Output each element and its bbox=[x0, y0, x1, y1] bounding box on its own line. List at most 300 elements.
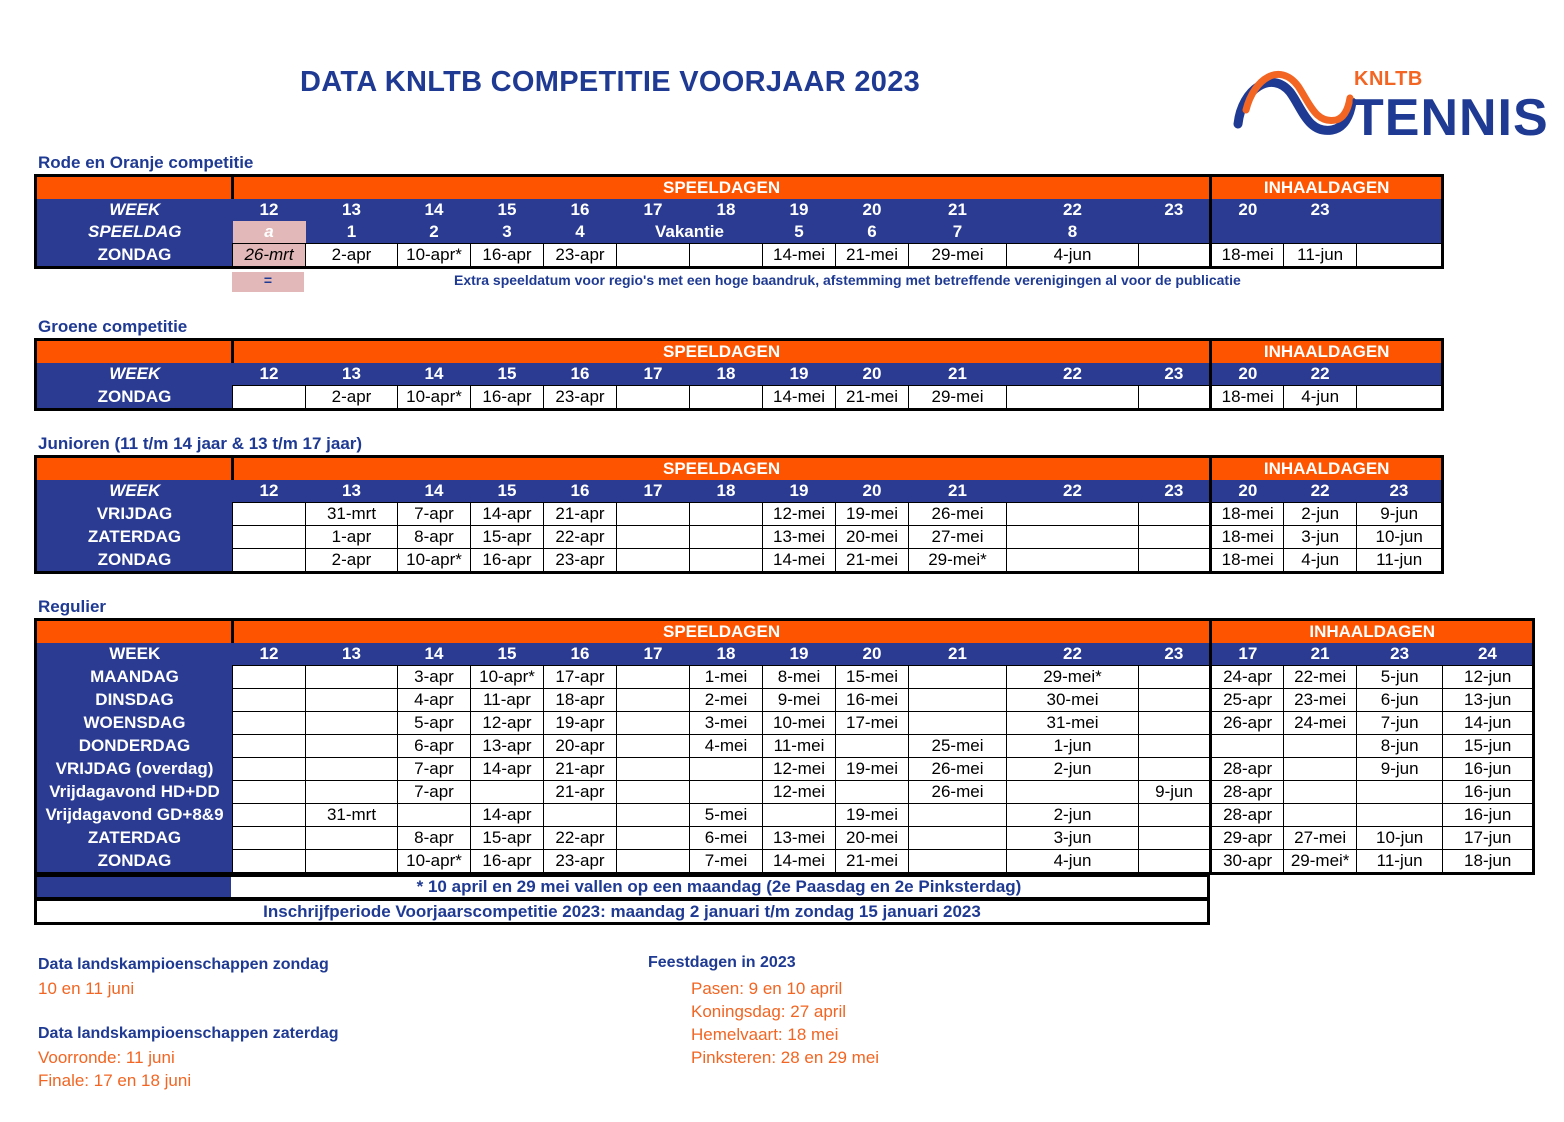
header-speeldagen: SPEELDAGEN bbox=[233, 457, 1211, 481]
date-cell: 9-jun bbox=[1139, 781, 1211, 804]
inh-date-cell: 29-apr bbox=[1211, 827, 1284, 850]
date-cell: 15-apr bbox=[471, 827, 544, 850]
date-cell: 21-apr bbox=[544, 758, 617, 781]
date-cell: 26-mrt bbox=[233, 244, 306, 268]
week-cell: 13 bbox=[306, 199, 398, 221]
date-cell: 21-mei bbox=[836, 386, 909, 410]
date-cell bbox=[909, 850, 1007, 874]
date-cell bbox=[1139, 712, 1211, 735]
date-cell: 6-apr bbox=[398, 735, 471, 758]
inh-date-cell: 15-jun bbox=[1443, 735, 1534, 758]
date-cell: 10-apr* bbox=[398, 549, 471, 573]
date-cell: 15-apr bbox=[471, 526, 544, 549]
date-cell: 23-apr bbox=[544, 850, 617, 874]
date-cell bbox=[233, 735, 306, 758]
inh-date-cell: 18-mei bbox=[1211, 244, 1284, 268]
week-label: WEEK bbox=[36, 199, 233, 221]
date-cell: 10-apr* bbox=[471, 666, 544, 689]
table-row bbox=[36, 735, 1534, 758]
date-cell: 12-mei bbox=[763, 503, 836, 526]
date-cell: 21-mei bbox=[836, 244, 909, 268]
legend-text: Extra speeldatum voor regio's met een hoge baandruk, afstemming met betreffende verenigingen al voor de publicatie bbox=[454, 272, 1241, 288]
date-cell bbox=[617, 804, 690, 827]
inh-date-cell: 18-mei bbox=[1211, 549, 1284, 573]
date-cell: 9-mei bbox=[763, 689, 836, 712]
date-cell: 3-mei bbox=[690, 712, 763, 735]
week-cell: 22 bbox=[1007, 199, 1139, 221]
inh-week-cell: 21 bbox=[1284, 643, 1357, 666]
date-cell: 2-apr bbox=[306, 244, 398, 268]
feestdag-item: Koningsdag: 27 april bbox=[691, 1002, 847, 1021]
week-cell: 15 bbox=[471, 363, 544, 386]
week-cell: 23 bbox=[1139, 199, 1211, 221]
date-cell bbox=[306, 781, 398, 804]
date-cell: 4-jun bbox=[1007, 850, 1139, 874]
inh-week-cell: 23 bbox=[1357, 480, 1443, 503]
inh-date-cell: 4-jun bbox=[1284, 386, 1357, 410]
week-cell: 17 bbox=[617, 643, 690, 666]
date-cell bbox=[1007, 549, 1139, 573]
speeldag-cell: 8 bbox=[1007, 221, 1139, 244]
speeldag-cell: 1 bbox=[306, 221, 398, 244]
date-cell: 8-apr bbox=[398, 526, 471, 549]
date-cell: 2-apr bbox=[306, 549, 398, 573]
week-cell: 17 bbox=[617, 363, 690, 386]
inh-speeldag-cell bbox=[1284, 221, 1357, 244]
page-title: DATA KNLTB COMPETITIE VOORJAAR 2023 bbox=[300, 66, 921, 98]
date-cell: 16-apr bbox=[471, 549, 544, 573]
date-cell: 19-mei bbox=[836, 804, 909, 827]
date-cell: 29-mei* bbox=[1007, 666, 1139, 689]
table-row bbox=[36, 526, 1443, 549]
date-cell bbox=[1139, 804, 1211, 827]
date-cell bbox=[617, 689, 690, 712]
date-cell: 14-mei bbox=[763, 386, 836, 410]
date-cell: 17-mei bbox=[836, 712, 909, 735]
inh-week-cell: 20 bbox=[1211, 480, 1284, 503]
date-cell: 22-apr bbox=[544, 526, 617, 549]
inh-week-cell: 17 bbox=[1211, 643, 1284, 666]
week-cell: 23 bbox=[1139, 480, 1211, 503]
feestdag-item: Hemelvaart: 18 mei bbox=[691, 1025, 839, 1044]
date-cell: 31-mei bbox=[1007, 712, 1139, 735]
date-cell bbox=[1139, 850, 1211, 874]
inh-date-cell bbox=[1357, 386, 1443, 410]
week-cell: 22 bbox=[1007, 643, 1139, 666]
date-cell: 2-jun bbox=[1007, 804, 1139, 827]
date-cell bbox=[690, 244, 763, 268]
inh-date-cell: 5-jun bbox=[1357, 666, 1443, 689]
date-cell bbox=[398, 804, 471, 827]
inh-date-cell: 24-mei bbox=[1284, 712, 1357, 735]
week-cell: 13 bbox=[306, 363, 398, 386]
table-row bbox=[36, 689, 1534, 712]
inh-date-cell: 18-mei bbox=[1211, 503, 1284, 526]
date-cell: 7-apr bbox=[398, 758, 471, 781]
date-cell: 26-mei bbox=[909, 781, 1007, 804]
inh-date-cell: 18-mei bbox=[1211, 386, 1284, 410]
inh-date-cell: 25-apr bbox=[1211, 689, 1284, 712]
inh-date-cell: 16-jun bbox=[1443, 804, 1534, 827]
date-cell: 21-apr bbox=[544, 781, 617, 804]
date-cell bbox=[617, 666, 690, 689]
date-cell: 23-apr bbox=[544, 549, 617, 573]
section-title-rode: Rode en Oranje competitie bbox=[38, 153, 254, 172]
date-cell bbox=[909, 712, 1007, 735]
header-speeldagen: SPEELDAGEN bbox=[233, 176, 1211, 200]
date-cell: 1-mei bbox=[690, 666, 763, 689]
date-cell: 21-mei bbox=[836, 850, 909, 874]
inh-speeldag-cell bbox=[1357, 221, 1443, 244]
speeldag-cell: 5 bbox=[763, 221, 836, 244]
inh-date-cell: 28-apr bbox=[1211, 804, 1284, 827]
date-cell: 13-apr bbox=[471, 735, 544, 758]
week-cell: 18 bbox=[690, 480, 763, 503]
date-cell bbox=[233, 758, 306, 781]
date-cell bbox=[1139, 526, 1211, 549]
date-cell: 12-mei bbox=[763, 781, 836, 804]
week-cell: 17 bbox=[617, 480, 690, 503]
section-title-junioren: Junioren (11 t/m 14 jaar & 13 t/m 17 jaar) bbox=[38, 434, 363, 453]
date-cell bbox=[1007, 781, 1139, 804]
date-cell: 13-mei bbox=[763, 526, 836, 549]
lk-zondag-title: Data landskampioenschappen zondag bbox=[38, 956, 329, 973]
inh-date-cell: 14-jun bbox=[1443, 712, 1534, 735]
note-left-block bbox=[37, 877, 231, 897]
week-cell: 14 bbox=[398, 199, 471, 221]
date-cell: 13-mei bbox=[763, 827, 836, 850]
row-label: VRIJDAG bbox=[36, 503, 233, 526]
date-cell bbox=[306, 850, 398, 874]
date-cell: 6-mei bbox=[690, 827, 763, 850]
date-cell: 23-apr bbox=[544, 386, 617, 410]
inh-date-cell: 26-apr bbox=[1211, 712, 1284, 735]
inh-week-cell: 23 bbox=[1284, 199, 1357, 221]
row-label: WOENSDAG bbox=[36, 712, 233, 735]
date-cell: 12-apr bbox=[471, 712, 544, 735]
date-cell: 27-mei bbox=[909, 526, 1007, 549]
tennis-swoosh-icon bbox=[1232, 58, 1362, 154]
logo-tennis-text: TENNIS bbox=[1352, 89, 1549, 147]
week-cell: 19 bbox=[763, 363, 836, 386]
week-cell: 18 bbox=[690, 643, 763, 666]
table-regulier bbox=[34, 618, 1535, 875]
date-cell bbox=[233, 850, 306, 874]
inh-speeldag-cell bbox=[1211, 221, 1284, 244]
date-cell bbox=[909, 804, 1007, 827]
date-cell bbox=[544, 804, 617, 827]
lk-zondag-dates: 10 en 11 juni bbox=[38, 979, 135, 998]
speeldag-row bbox=[36, 221, 1443, 244]
lk-zaterdag-finale: Finale: 17 en 18 juni bbox=[38, 1071, 192, 1090]
date-cell bbox=[1139, 549, 1211, 573]
inh-date-cell: 3-jun bbox=[1284, 526, 1357, 549]
legend-swatch: = bbox=[232, 272, 304, 292]
lk-zaterdag-title: Data landskampioenschappen zaterdag bbox=[38, 1025, 339, 1042]
date-cell bbox=[617, 827, 690, 850]
date-cell: 20-mei bbox=[836, 526, 909, 549]
date-cell bbox=[617, 244, 690, 268]
inh-date-cell: 7-jun bbox=[1357, 712, 1443, 735]
inh-date-cell: 16-jun bbox=[1443, 781, 1534, 804]
date-cell: 2-apr bbox=[306, 386, 398, 410]
date-cell bbox=[233, 804, 306, 827]
date-cell bbox=[1007, 526, 1139, 549]
inh-week-cell: 20 bbox=[1211, 363, 1284, 386]
date-cell: 3-apr bbox=[398, 666, 471, 689]
week-cell: 15 bbox=[471, 480, 544, 503]
date-cell bbox=[306, 735, 398, 758]
date-cell bbox=[836, 781, 909, 804]
inh-date-cell: 29-mei* bbox=[1284, 850, 1357, 874]
week-cell: 20 bbox=[836, 480, 909, 503]
date-cell: 21-mei bbox=[836, 549, 909, 573]
date-cell: 31-mrt bbox=[306, 503, 398, 526]
date-cell bbox=[233, 781, 306, 804]
date-cell bbox=[690, 549, 763, 573]
inh-week-cell: 22 bbox=[1284, 363, 1357, 386]
date-cell bbox=[617, 526, 690, 549]
week-cell: 20 bbox=[836, 363, 909, 386]
date-cell bbox=[690, 526, 763, 549]
date-cell: 26-mei bbox=[909, 758, 1007, 781]
date-cell: 16-apr bbox=[471, 850, 544, 874]
row-label: Vrijdagavond GD+8&9 bbox=[36, 804, 233, 827]
inh-date-cell: 12-jun bbox=[1443, 666, 1534, 689]
week-cell: 20 bbox=[836, 643, 909, 666]
date-cell bbox=[617, 850, 690, 874]
note-maandag bbox=[34, 874, 1210, 900]
week-cell: 21 bbox=[909, 363, 1007, 386]
week-cell: 14 bbox=[398, 643, 471, 666]
table-groene bbox=[34, 338, 1444, 411]
row-label: DONDERDAG bbox=[36, 735, 233, 758]
week-cell: 16 bbox=[544, 363, 617, 386]
week-cell: 22 bbox=[1007, 480, 1139, 503]
date-cell: 19-mei bbox=[836, 758, 909, 781]
date-cell: 19-apr bbox=[544, 712, 617, 735]
speeldag-cell: 6 bbox=[836, 221, 909, 244]
week-cell: 18 bbox=[690, 199, 763, 221]
row-label: DINSDAG bbox=[36, 689, 233, 712]
feestdagen-title: Feestdagen in 2023 bbox=[648, 954, 796, 971]
table-row bbox=[36, 758, 1534, 781]
date-cell: 2-mei bbox=[690, 689, 763, 712]
week-cell: 18 bbox=[690, 363, 763, 386]
week-cell: 13 bbox=[306, 643, 398, 666]
table-row bbox=[36, 503, 1443, 526]
week-cell: 17 bbox=[617, 199, 690, 221]
date-cell bbox=[1007, 386, 1139, 410]
week-cell: 19 bbox=[763, 199, 836, 221]
date-cell bbox=[306, 689, 398, 712]
speeldag-cell bbox=[1139, 221, 1211, 244]
date-cell: 7-apr bbox=[398, 503, 471, 526]
knltb-tennis-logo bbox=[1232, 58, 1549, 154]
speeldag-cell: 4 bbox=[544, 221, 617, 244]
date-cell: 16-apr bbox=[471, 244, 544, 268]
date-cell: 11-apr bbox=[471, 689, 544, 712]
date-cell: 23-apr bbox=[544, 244, 617, 268]
inh-date-cell: 28-apr bbox=[1211, 781, 1284, 804]
inh-date-cell bbox=[1284, 781, 1357, 804]
inh-date-cell: 28-apr bbox=[1211, 758, 1284, 781]
header-inhaaldagen: INHAALDAGEN bbox=[1211, 457, 1443, 481]
date-cell bbox=[763, 804, 836, 827]
header-row bbox=[36, 620, 1534, 644]
date-cell: 21-apr bbox=[544, 503, 617, 526]
inh-week-cell: 22 bbox=[1284, 480, 1357, 503]
inh-date-cell bbox=[1284, 804, 1357, 827]
date-cell: 29-mei bbox=[909, 386, 1007, 410]
inh-date-cell: 11-jun bbox=[1357, 850, 1443, 874]
speeldag-cell: 2 bbox=[398, 221, 471, 244]
note-text: * 10 april en 29 mei vallen op een maandag (2e Paasdag en 2e Pinksterdag) bbox=[416, 877, 1022, 896]
date-cell bbox=[909, 827, 1007, 850]
speeldag-cell: a bbox=[233, 221, 306, 244]
date-cell: 14-apr bbox=[471, 758, 544, 781]
inh-week-cell: 23 bbox=[1357, 643, 1443, 666]
header-inhaaldagen: INHAALDAGEN bbox=[1211, 340, 1443, 364]
week-cell: 21 bbox=[909, 643, 1007, 666]
date-cell bbox=[690, 503, 763, 526]
date-cell bbox=[233, 689, 306, 712]
inh-date-cell bbox=[1284, 735, 1357, 758]
zondag-row bbox=[36, 244, 1443, 268]
week-cell: 12 bbox=[233, 643, 306, 666]
inh-date-cell: 2-jun bbox=[1284, 503, 1357, 526]
date-cell: 10-mei bbox=[763, 712, 836, 735]
date-cell: 15-mei bbox=[836, 666, 909, 689]
date-cell: 16-apr bbox=[471, 386, 544, 410]
date-cell bbox=[1139, 386, 1211, 410]
speeldag-vakantie: Vakantie bbox=[617, 221, 763, 244]
week-cell: 23 bbox=[1139, 363, 1211, 386]
week-cell: 16 bbox=[544, 643, 617, 666]
inh-date-cell bbox=[1357, 781, 1443, 804]
header-blank bbox=[36, 620, 233, 644]
date-cell: 16-mei bbox=[836, 689, 909, 712]
header-blank bbox=[36, 340, 233, 364]
week-row bbox=[36, 363, 1443, 386]
date-cell: 18-apr bbox=[544, 689, 617, 712]
logo-knltb-text: KNLTB bbox=[1354, 68, 1423, 90]
inh-date-cell: 10-jun bbox=[1357, 827, 1443, 850]
header-row bbox=[36, 176, 1443, 200]
date-cell bbox=[233, 526, 306, 549]
date-cell bbox=[1139, 735, 1211, 758]
date-cell: 4-jun bbox=[1007, 244, 1139, 268]
date-cell: 5-mei bbox=[690, 804, 763, 827]
table-row bbox=[36, 781, 1534, 804]
date-cell: 1-jun bbox=[1007, 735, 1139, 758]
inh-date-cell: 30-apr bbox=[1211, 850, 1284, 874]
date-cell: 29-mei bbox=[909, 244, 1007, 268]
week-row bbox=[36, 643, 1534, 666]
date-cell bbox=[836, 735, 909, 758]
inh-date-cell: 9-jun bbox=[1357, 503, 1443, 526]
week-cell: 16 bbox=[544, 480, 617, 503]
date-cell bbox=[233, 666, 306, 689]
date-cell bbox=[617, 712, 690, 735]
row-label: ZONDAG bbox=[36, 549, 233, 573]
date-cell bbox=[617, 549, 690, 573]
week-row bbox=[36, 480, 1443, 503]
section-title-groene: Groene competitie bbox=[38, 317, 188, 336]
zondag-label: ZONDAG bbox=[36, 386, 233, 410]
row-label: ZONDAG bbox=[36, 850, 233, 874]
inh-date-cell: 9-jun bbox=[1357, 758, 1443, 781]
zondag-row bbox=[36, 386, 1443, 410]
row-label: Vrijdagavond HD+DD bbox=[36, 781, 233, 804]
date-cell bbox=[233, 386, 306, 410]
week-row bbox=[36, 199, 1443, 221]
table-row bbox=[36, 549, 1443, 573]
table-rode bbox=[34, 174, 1444, 269]
row-label: MAANDAG bbox=[36, 666, 233, 689]
header-speeldagen: SPEELDAGEN bbox=[233, 620, 1211, 644]
date-cell bbox=[617, 781, 690, 804]
date-cell: 19-mei bbox=[836, 503, 909, 526]
header-blank bbox=[36, 457, 233, 481]
date-cell: 11-mei bbox=[763, 735, 836, 758]
date-cell: 29-mei* bbox=[909, 549, 1007, 573]
table-junioren bbox=[34, 455, 1444, 574]
week-cell: 20 bbox=[836, 199, 909, 221]
date-cell bbox=[690, 758, 763, 781]
date-cell bbox=[909, 689, 1007, 712]
date-cell bbox=[1139, 503, 1211, 526]
table-row bbox=[36, 804, 1534, 827]
date-cell: 14-mei bbox=[763, 244, 836, 268]
lk-zaterdag-voorronde: Voorronde: 11 juni bbox=[38, 1048, 175, 1067]
inh-date-cell: 27-mei bbox=[1284, 827, 1357, 850]
date-cell: 5-apr bbox=[398, 712, 471, 735]
table-row bbox=[36, 666, 1534, 689]
inh-date-cell bbox=[1211, 735, 1284, 758]
date-cell: 26-mei bbox=[909, 503, 1007, 526]
feestdag-item: Pasen: 9 en 10 april bbox=[691, 979, 843, 998]
inh-date-cell bbox=[1357, 244, 1443, 268]
date-cell bbox=[617, 758, 690, 781]
date-cell bbox=[617, 735, 690, 758]
inh-date-cell: 23-mei bbox=[1284, 689, 1357, 712]
date-cell: 1-apr bbox=[306, 526, 398, 549]
row-label: ZATERDAG bbox=[36, 526, 233, 549]
date-cell bbox=[233, 503, 306, 526]
date-cell bbox=[233, 712, 306, 735]
date-cell bbox=[690, 386, 763, 410]
date-cell bbox=[1139, 827, 1211, 850]
date-cell: 20-apr bbox=[544, 735, 617, 758]
inh-week-cell: 24 bbox=[1443, 643, 1534, 666]
date-cell bbox=[306, 827, 398, 850]
inh-week-cell bbox=[1357, 363, 1443, 386]
week-cell: 15 bbox=[471, 199, 544, 221]
inh-week-cell bbox=[1357, 199, 1443, 221]
feestdag-item: Pinksteren: 28 en 29 mei bbox=[691, 1048, 880, 1067]
inh-date-cell: 4-jun bbox=[1284, 549, 1357, 573]
week-cell: 13 bbox=[306, 480, 398, 503]
week-cell: 16 bbox=[544, 199, 617, 221]
date-cell bbox=[233, 549, 306, 573]
date-cell bbox=[306, 758, 398, 781]
week-cell: 22 bbox=[1007, 363, 1139, 386]
inh-date-cell: 18-mei bbox=[1211, 526, 1284, 549]
week-cell: 12 bbox=[233, 480, 306, 503]
table-row bbox=[36, 827, 1534, 850]
week-label: WEEK bbox=[36, 480, 233, 503]
